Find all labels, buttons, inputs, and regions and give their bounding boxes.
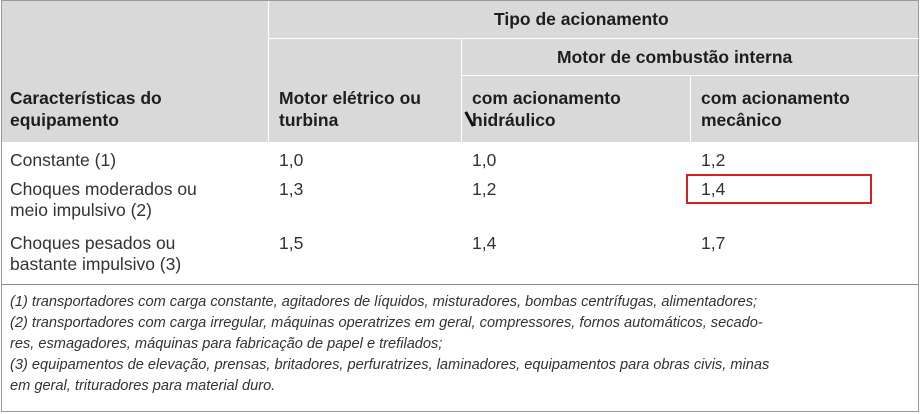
column-header-line: Motor elétrico ou [279, 88, 421, 108]
cell-motor-eletrico: 1,5 [279, 233, 304, 253]
header-divider-horizontal [461, 75, 920, 76]
column-header-line: com acionamento [472, 88, 621, 108]
header-divider-vertical [690, 75, 691, 142]
cell-hidraulico: 1,4 [472, 233, 497, 253]
column-header-line: mecânico [701, 110, 782, 130]
service-factor-table [1, 0, 919, 412]
row-label-line: bastante impulsivo (3) [10, 254, 182, 274]
cell-mecanico: 1,4 [701, 179, 726, 199]
cell-motor-eletrico: 1,3 [279, 179, 304, 199]
row-label [10, 150, 116, 171]
column-header-line: com acionamento [701, 88, 850, 108]
header-group-title: Tipo de acionamento [494, 9, 669, 29]
row-label [10, 179, 197, 221]
row-label-line: Choques pesados ou [10, 233, 176, 253]
column-header-line: Características do [10, 88, 162, 108]
row-label-line: Choques moderados ou [10, 179, 197, 199]
highlight-box [686, 174, 872, 204]
column-header-line: hidráulico [472, 110, 556, 130]
row-label-line: Constante (1) [10, 150, 117, 170]
column-header-hydraulic [472, 87, 621, 131]
note-line: (3) equipamentos de elevação, prensas, britadores, perfuratrizes, laminadores, equipamentos para obras civis, minas [10, 357, 770, 373]
column-header-mechanical [701, 87, 850, 131]
notes-divider [2, 284, 918, 285]
header-divider-horizontal [268, 38, 920, 39]
cell-motor-eletrico: 1,0 [279, 150, 304, 170]
note-line: res, esmagadores, máquinas para fabricação de papel e trefilados; [10, 336, 443, 352]
column-header-line: equipamento [10, 110, 119, 130]
cell-hidraulico: 1,2 [472, 179, 497, 199]
cell-hidraulico: 1,0 [472, 150, 497, 170]
header-divider-vertical [461, 39, 462, 142]
cell-mecanico: 1,7 [701, 233, 726, 253]
note-line: (1) transportadores com carga constante, agitadores de líquidos, misturadores, bombas centrífugas, alimentadores; [10, 294, 758, 310]
table-notes [10, 292, 910, 397]
row-label [10, 233, 181, 275]
header-subgroup-title: Motor de combustão interna [557, 47, 793, 67]
column-header-characteristics [10, 87, 162, 131]
header-divider-vertical [268, 1, 269, 142]
row-label-line: meio impulsivo (2) [10, 200, 152, 220]
column-header-electric-motor [279, 87, 421, 131]
note-line: (2) transportadores com carga irregular, máquinas operatrizes em geral, compressores, fornos automáticos, secado- [10, 315, 763, 331]
note-line: em geral, trituradores para material duro. [10, 378, 276, 394]
column-header-line: turbina [279, 110, 339, 130]
cell-mecanico: 1,2 [701, 150, 726, 170]
